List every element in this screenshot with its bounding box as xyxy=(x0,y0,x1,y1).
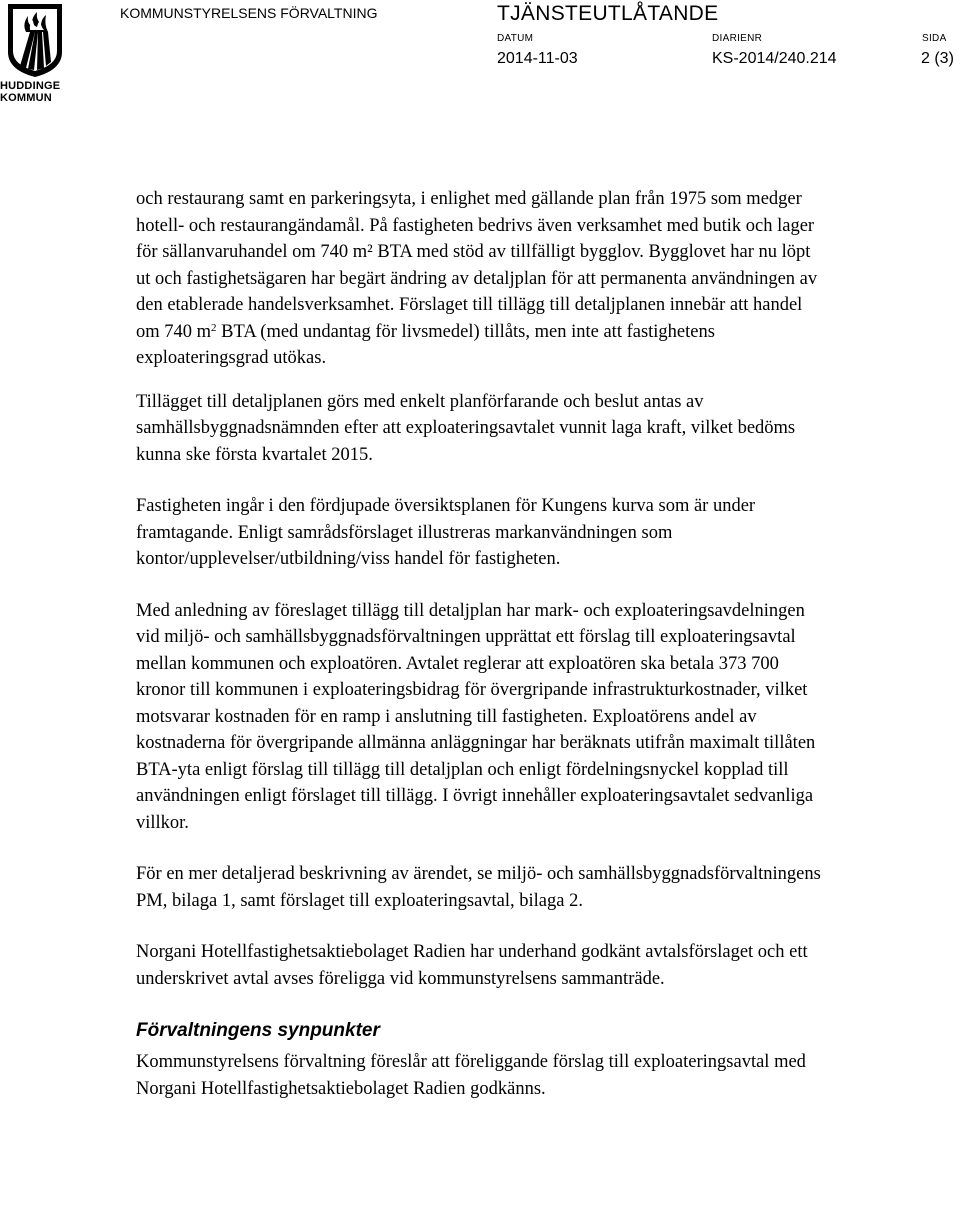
paragraph-agreement: Med anledning av föreslaget tillägg till detaljplan har mark- och exploateringsavdelningen vid miljö- och samhällsbyggnadsförvaltningen upprättat ett förslag till exploateringsavtal mellan kommunen och exploatören. Avtalet reglerar att exploatören ska betala 373 700 kronor till kommunen i exploateringsbidrag för övergripande infrastrukturkostnader, vilket motsvarar kostnaden för en ramp i anslutning till fastigheten. Exploatörens andel av kostnaderna för övergripande allmänna anläggningar har beräknats utifrån maximalt tillåten BTA-yta enligt förslag till tillägg till detaljplan och enligt fördelningsnyckel kopplad till användningen enligt förslaget till tillägg. I övrigt innehåller exploateringsavtalet sedvanliga villkor. xyxy=(136,600,816,833)
logo-text-line2: KOMMUN xyxy=(0,92,52,104)
diarienr-value: KS-2014/240.214 xyxy=(712,50,837,67)
paragraph-attachments: För en mer detaljerad beskrivning av ärendet, se miljö- och samhällsbyggnadsförvaltningens PM, bilaga 1, samt förslaget till exploateringsavtal, bilaga 2. xyxy=(136,864,821,911)
document-type: TJÄNSTEUTLÅTANDE xyxy=(497,2,719,25)
torch-emblem-icon xyxy=(4,2,66,78)
logo-wordmark xyxy=(0,80,72,104)
paragraph-plan-procedure: Tillägget till detaljplanen görs med enkelt planförfarande och beslut antas av samhällsbyggnadsnämnden efter att exploateringsavtalet vunnit laga kraft, vilket bedöms kunna ske första kvartalet 2015. xyxy=(136,391,796,465)
document-body xyxy=(136,186,826,1102)
municipality-logo xyxy=(0,0,72,110)
paragraph-approval: Norgani Hotellfastighetsaktiebolaget Radien har underhand godkänt avtalsförslaget och ett underskrivet avtal avses föreligga vid kommunstyrelsens sammanträde. xyxy=(136,942,808,989)
organization-name: KOMMUNSTYRELSENS FÖRVALTNING xyxy=(120,5,378,21)
logo-text-line1: HUDDINGE xyxy=(0,80,61,92)
diarienr-label: DIARIENR xyxy=(712,33,763,44)
section-heading: Förvaltningens synpunkter xyxy=(136,1020,380,1041)
date-value: 2014-11-03 xyxy=(497,50,578,67)
paragraph-overview-plan: Fastigheten ingår i den fördjupade översiktsplanen för Kungens kurva som är under framtagande. Enligt samrådsförslaget illustreras markanvändningen som kontor/upplevelser/utbildning/viss handel för fastigheten. xyxy=(136,496,756,569)
date-label: DATUM xyxy=(497,33,534,44)
superscript-2: 2 xyxy=(211,321,217,334)
paragraph-background-text-end: BTA (med undantag för livsmedel) tillåts, men inte att fastighetens exploateringsgrad utökas. xyxy=(136,321,715,368)
paragraph-background-text: och restaurang samt en parkeringsyta, i enlighet med gällande plan från 1975 som medger hotell- och restaurangändamål. På fastigheten bedrivs även verksamhet med butik och lager för sällanvaruhandel om 740 m² BTA med stöd av tillfälligt bygglov. Bygglovet har nu löpt ut och fastighetsägaren har begärt ändring av detaljplan för att permanenta användningen av den etablerade handelsverksamhet. Förslaget till tillägg till detaljplanen innebär att handel om 740 m xyxy=(136,189,818,342)
paragraph-background xyxy=(136,186,826,372)
paragraph-recommendation: Kommunstyrelsens förvaltning föreslår att föreliggande förslag till exploateringsavtal med Norgani Hotellfastighetsaktiebolaget Radien godkänns. xyxy=(136,1052,806,1099)
page-number: 2 (3) xyxy=(921,50,954,67)
page-label: SIDA xyxy=(922,33,947,44)
